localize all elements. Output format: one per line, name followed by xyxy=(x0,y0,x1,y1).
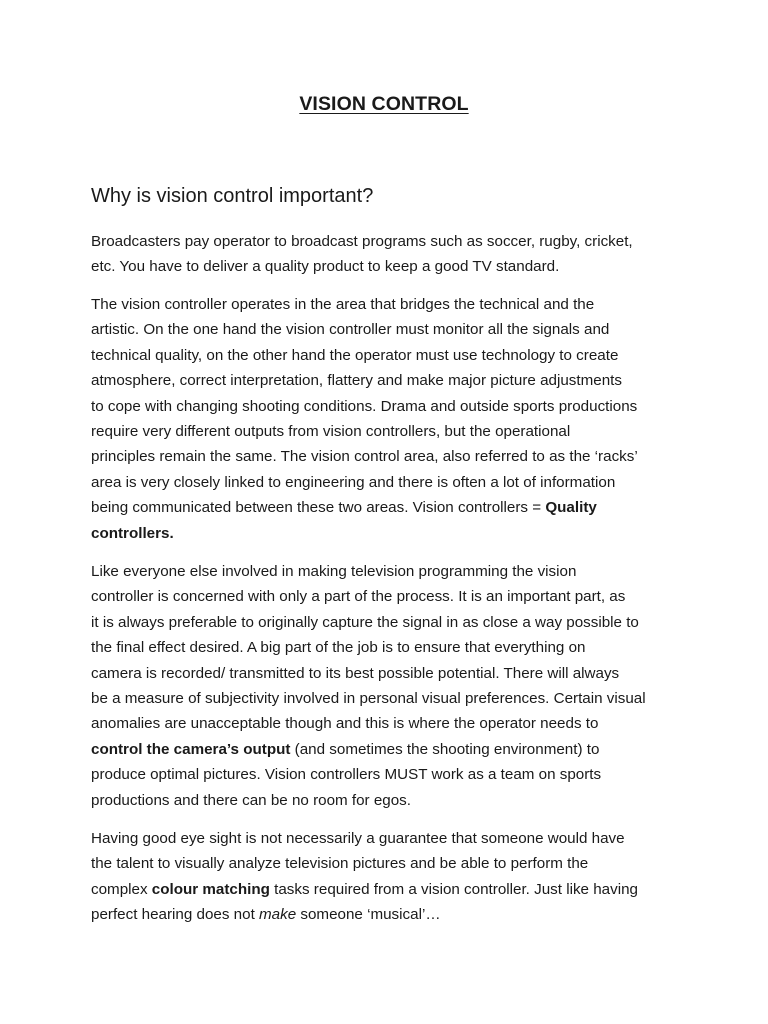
text-line: perfect hearing does not make someone ‘musical’… xyxy=(91,906,441,924)
text-line: camera is recorded/ transmitted to its best possible potential. There will always xyxy=(91,664,620,682)
paragraph-4 xyxy=(91,826,691,928)
bold-text: Quality xyxy=(545,499,597,517)
text-line: require very different outputs from vision controllers, but the operational xyxy=(91,423,571,441)
text-line: technical quality, on the other hand the operator must use technology to create xyxy=(91,346,619,364)
paragraph-2 xyxy=(91,292,691,546)
text-line: anomalies are unacceptable though and this is where the operator needs to xyxy=(91,715,599,733)
section-heading: Why is vision control important? xyxy=(91,185,374,207)
text-line: it is always preferable to originally capture the signal in as close a way possible to xyxy=(91,613,639,631)
text-line: area is very closely linked to engineering and there is often a lot of information xyxy=(91,473,616,491)
text-line: productions and there can be no room for egos. xyxy=(91,791,411,809)
text-line: complex colour matching tasks required from a vision controller. Just like having xyxy=(91,880,638,898)
bold-text: control the camera’s output xyxy=(91,740,291,758)
text-line: being communicated between these two areas. Vision controllers = Quality xyxy=(91,499,597,517)
text-line: artistic. On the one hand the vision controller must monitor all the signals and xyxy=(91,321,610,339)
text-line: etc. You have to deliver a quality product to keep a good TV standard. xyxy=(91,258,560,276)
bold-text: colour matching xyxy=(151,880,270,898)
italic-text: make xyxy=(259,906,297,924)
text-line: Like everyone else involved in making television programming the vision xyxy=(91,563,577,580)
text-line: The vision controller operates in the area that bridges the technical and the xyxy=(91,296,595,313)
text-line xyxy=(91,521,691,546)
text-line: the final effect desired. A big part of the job is to ensure that everything on xyxy=(91,639,586,657)
text-line: controller is concerned with only a part of the process. It is an important part, as xyxy=(91,588,626,606)
paragraph-1 xyxy=(91,229,691,280)
text-line: atmosphere, correct interpretation, flattery and make major picture adjustments xyxy=(91,372,622,390)
document-title: VISION CONTROL xyxy=(299,93,469,115)
text-line: principles remain the same. The vision control area, also referred to as the ‘racks’ xyxy=(91,448,638,466)
bold-text: controllers. xyxy=(91,524,174,542)
paragraph-3 xyxy=(91,559,691,813)
text-line: control the camera’s output (and sometimes the shooting environment) to xyxy=(91,740,600,758)
text-line: to cope with changing shooting conditions. Drama and outside sports productions xyxy=(91,397,638,415)
text-line: be a measure of subjectivity involved in personal visual preferences. Certain visual xyxy=(91,690,646,708)
text-line: Broadcasters pay operator to broadcast programs such as soccer, rugby, cricket, xyxy=(91,233,633,250)
text-line: produce optimal pictures. Vision controllers MUST work as a team on sports xyxy=(91,766,602,784)
text-line: Having good eye sight is not necessarily a guarantee that someone would have xyxy=(91,830,625,847)
text-line: the talent to visually analyze television pictures and be able to perform the xyxy=(91,855,589,873)
